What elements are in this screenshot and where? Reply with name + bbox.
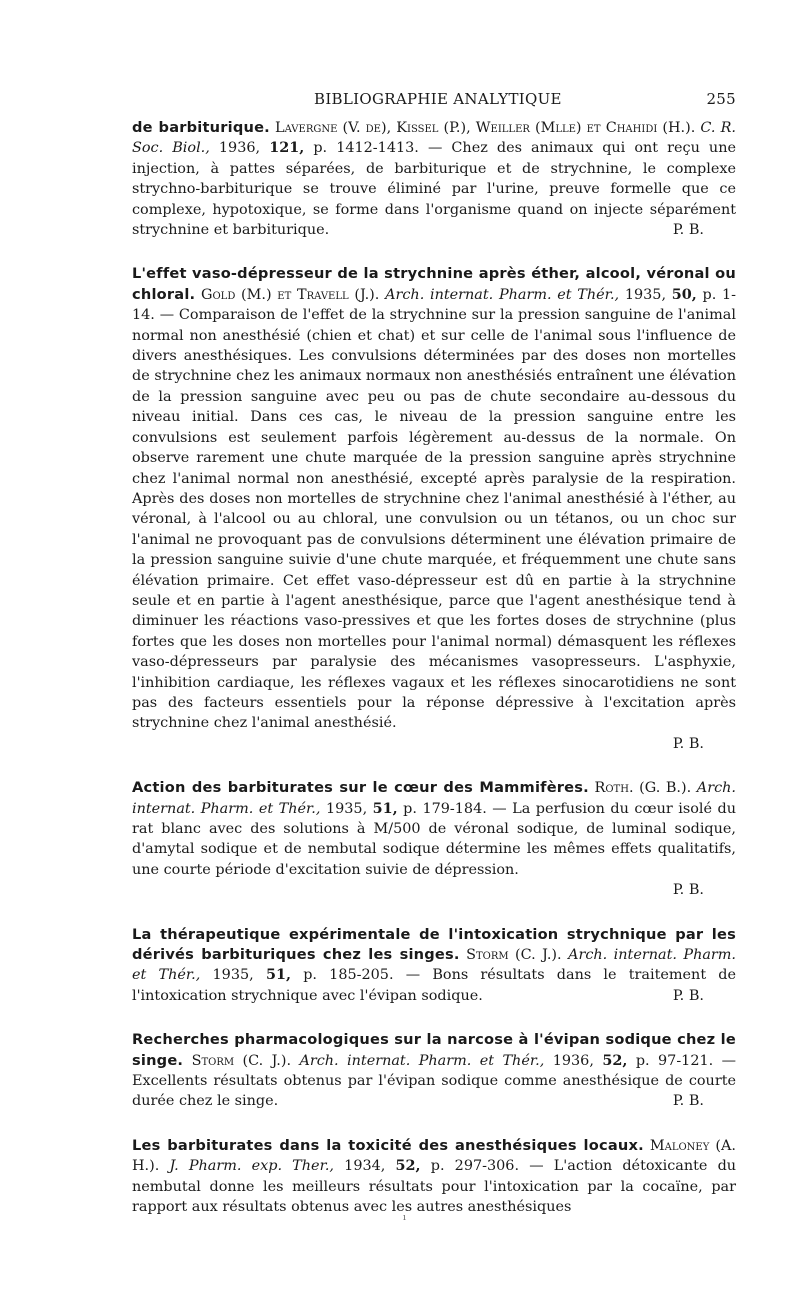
entry-volume: 52, — [395, 1157, 421, 1175]
entry-authors: Lavergne (V. de), Kissel (P.), Weiller (Mlle) et Chahidi (H.). — [275, 120, 696, 136]
entry-title: L'effet vaso-dépresseur de la strychnine après éther, alcool, véronal ou chloral. — [132, 265, 736, 303]
entry-journal: Arch. internat. Pharm. et Thér., — [385, 286, 620, 303]
entry-abstract: — Bons résultats dans le traitement de l'intoxication strychnique avec l'évipan sodique. — [132, 967, 737, 1004]
bibliography-entry — [132, 264, 736, 754]
entry-authors: Maloney (A. H.). — [132, 1137, 736, 1175]
entry-initials: P. B. — [672, 1093, 704, 1110]
entry-abstract: — Comparaison de l'effet de la strychnine sur la pression sanguine de l'animal normal non anesthésié (chien et chat) et sur celle de l'animal sous l'influence de divers anesthésiques. Les convulsions déterminées par des doses non mortelles de strychnine chez les animaux normaux non anesthésiés entraînent une élévation de la pression sanguine avec peu ou pas de chute secondaire au-dessous du niveau initial. Dans ces cas, le niveau de la pression sanguine entre les convulsions est seulement parfois légèrement au-dessus de la normale. On observe rarement une chute marquée de la pression sanguine après strychnine chez l'animal normal non anesthésié, excepté après paralysie de la respiration. Après des doses non mortelles de strychnine chez l'animal anesthésié à l'éther, au véronal, à l'alcool ou au chloral, une convulsion ou un tétanos, ou un choc sur l'animal ne provoquant pas de convulsions déterminent une élévation primaire de la pression sanguine suivie d'une chute marquée, et fréquemment une chute sans élévation primaire. Cet effet vaso-dépresseur est dû en partie à la strychnine seule et en partie à l'agent anesthésique, parce que l'agent anesthésique tend à diminuer les réactions vaso-pressives et que les fortes doses de strychnine (plus fortes que les doses non mortelles pour l'animal normal) démasquent les réflexes vaso-dépresseurs par paralysie des mécanismes vasopresseurs. L'asphyxie, l'inhibition cardiaque, les réflexes vagaux et les réflexes sinocarotidiens ne sont pas des facteurs essentiels pour la réponse dépressive à l'excitation après strychnine chez l'animal anesthésié. — [132, 307, 736, 732]
page-number: 255 — [706, 90, 736, 108]
entry-abstract: — Excellents résultats obtenus par l'évipan sodique comme anesthésique de courte durée chez le singe. — [132, 1052, 737, 1110]
document-page — [132, 90, 736, 1242]
entry-pages: p. 179-184. — [403, 800, 487, 817]
page-header — [132, 90, 736, 116]
entry-abstract: — La perfusion du cœur isolé du rat blanc avec des solutions à M/500 de véronal sodique, de luminal sodique, d'amytal sodique et de nembutal sodique détermine les mêmes effets qualitatifs, une courte période d'excitation suivie de dépression. — [132, 800, 736, 878]
entry-volume: 51, — [372, 799, 398, 817]
stray-mark: ı — [403, 1213, 406, 1223]
entry-volume: 121, — [269, 139, 305, 157]
entry-title: Action des barbiturates sur le cœur des Mammifères. — [132, 779, 589, 797]
entry-authors: Gold (M.) et Travell (J.). — [200, 286, 380, 303]
entry-pages: p. 1412-1413. — [313, 140, 419, 157]
entry-year: 1936, — [218, 140, 261, 157]
entry-title: de barbiturique. — [132, 119, 270, 136]
entry-paragraph — [132, 778, 736, 900]
entry-initials: P. B. — [672, 987, 704, 1004]
entry-pages: p. 185-205. — [303, 967, 394, 984]
entry-paragraph — [132, 118, 736, 240]
entry-initials: P. B. — [672, 882, 704, 899]
entry-journal: C. R. Soc. Biol., — [132, 120, 736, 157]
entry-journal: Arch. internat. Pharm. et Thér., — [132, 947, 737, 984]
entry-pages: p. 297-306. — [430, 1158, 520, 1175]
entry-year: 1934, — [344, 1158, 386, 1175]
running-title: BIBLIOGRAPHIE ANALYTIQUE — [314, 90, 562, 108]
entry-title: Recherches pharmacologiques sur la narcose à l'évipan sodique chez le singe. — [132, 1031, 736, 1069]
entry-initials: P. B. — [672, 735, 704, 752]
entry-volume: 52, — [602, 1051, 628, 1069]
entry-title: Les barbiturates dans la toxicité des anesthésiques locaux. — [132, 1136, 644, 1154]
bibliography-entry — [132, 1030, 736, 1112]
entry-journal: Arch. internat. Pharm. et Thér., — [299, 1052, 545, 1069]
entry-volume: 51, — [265, 966, 291, 984]
entry-abstract: — Chez des animaux qui ont reçu une injection, à pattes séparées, de barbiturique et de strychnine, le complexe strychno-barbiturique se trouve éliminé par l'urine, preuve formelle que ce complexe, hypotoxique, se forme dans l'organisme quand on injecte séparément strychnine et barbiturique. — [132, 140, 736, 239]
entry-initials: P. B. — [672, 222, 704, 239]
entry-paragraph — [132, 1136, 736, 1218]
entry-pages: p. 97-121. — [635, 1052, 714, 1069]
entry-paragraph — [132, 1030, 736, 1112]
bibliography-entry — [132, 925, 736, 1007]
bibliography-entry — [132, 778, 736, 900]
entry-volume: 50, — [671, 285, 697, 303]
entry-authors: Storm (C. J.). — [466, 947, 562, 964]
entry-year: 1935, — [325, 800, 368, 817]
entry-year: 1935, — [212, 967, 254, 984]
entry-journal: J. Pharm. exp. Ther., — [169, 1158, 335, 1175]
entry-authors: Storm (C. J.). — [191, 1052, 292, 1069]
entry-paragraph — [132, 925, 736, 1007]
bibliography-entry — [132, 1136, 736, 1218]
entry-abstract: — L'action détoxicante du nembutal donne les meilleurs résultats pour l'intoxication par la cocaïne, par rapport aux résultats obtenus avec les autres anesthésiques — [132, 1158, 737, 1216]
entry-paragraph — [132, 264, 736, 754]
entry-year: 1936, — [552, 1052, 594, 1069]
entry-journal: Arch. internat. Pharm. et Thér., — [132, 780, 736, 817]
entry-year: 1935, — [624, 286, 667, 303]
entry-pages: p. 1-14. — [132, 286, 737, 324]
entry-title: La thérapeutique expérimentale de l'intoxication strychnique par les dérivés barbituriques chez les singes. — [132, 925, 736, 964]
bibliography-entry — [132, 118, 736, 240]
entry-authors: Roth. (G. B.). — [594, 780, 692, 797]
